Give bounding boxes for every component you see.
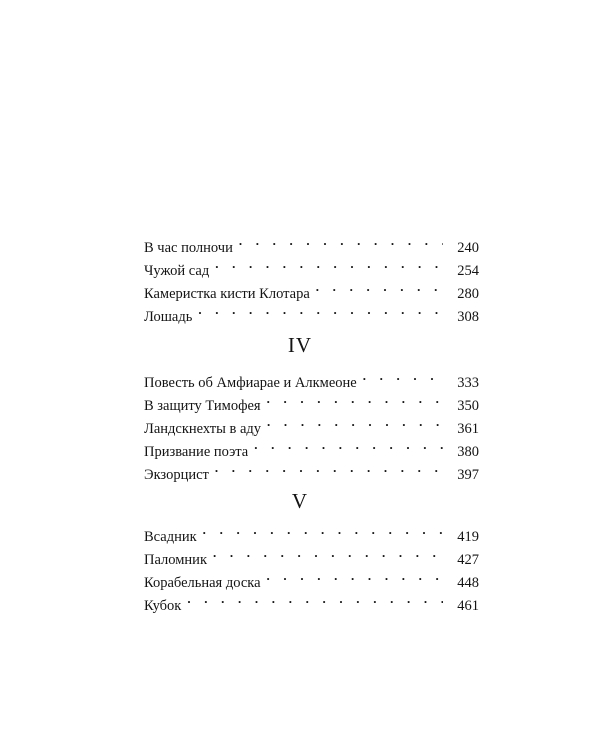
toc-entry-title: Чужой сад	[144, 260, 213, 283]
toc-entry-page: 397	[443, 464, 479, 487]
toc-entry-page: 448	[443, 572, 479, 595]
toc-dot-leader	[361, 364, 443, 387]
toc-dot-leader	[201, 518, 443, 541]
toc-dot-leader	[265, 564, 443, 587]
toc-entry-page: 461	[443, 595, 479, 618]
toc-dot-leader	[213, 252, 443, 275]
toc-section-4	[144, 364, 479, 483]
toc-entry-title: Кубок	[144, 595, 185, 618]
toc-entry-title: Экзорцист	[144, 464, 213, 487]
toc-entry-page: 361	[443, 418, 479, 441]
toc-entry-page: 240	[443, 237, 479, 260]
toc-entry-title: В час полночи	[144, 237, 237, 260]
toc-entry-title: Паломник	[144, 549, 211, 572]
section-heading-v: V	[291, 489, 309, 513]
toc-dot-leader	[252, 433, 443, 456]
toc-section-5	[144, 518, 479, 614]
toc-dot-leader	[237, 229, 443, 252]
toc-entry-page: 333	[443, 372, 479, 395]
toc-entry-page: 280	[443, 283, 479, 306]
toc-entry	[144, 364, 479, 391]
toc-entry	[144, 518, 479, 545]
toc-dot-leader	[265, 410, 443, 433]
toc-entry-page: 308	[443, 306, 479, 329]
toc-entry-title: В защиту Тимофея	[144, 395, 265, 418]
toc-entry-title: Лошадь	[144, 306, 196, 329]
toc-entry-title: Повесть об Амфиарае и Алкмеоне	[144, 372, 361, 395]
toc-entry-page: 419	[443, 526, 479, 549]
toc-entry	[144, 229, 479, 256]
toc-section-3	[144, 229, 479, 325]
toc-entry-title: Камеристка кисти Клотара	[144, 283, 314, 306]
toc-entry-page: 380	[443, 441, 479, 464]
toc-entry-page: 350	[443, 395, 479, 418]
toc-dot-leader	[314, 275, 443, 298]
toc-entry-page: 254	[443, 260, 479, 283]
toc-dot-leader	[211, 541, 443, 564]
section-heading-iv: IV	[287, 333, 313, 357]
toc-entry-page: 427	[443, 549, 479, 572]
toc-entry-title: Ландскнехты в аду	[144, 418, 265, 441]
toc-entry-title: Призвание поэта	[144, 441, 252, 464]
toc-entry-title: Корабельная доска	[144, 572, 265, 595]
toc-entry-title: Всадник	[144, 526, 201, 549]
